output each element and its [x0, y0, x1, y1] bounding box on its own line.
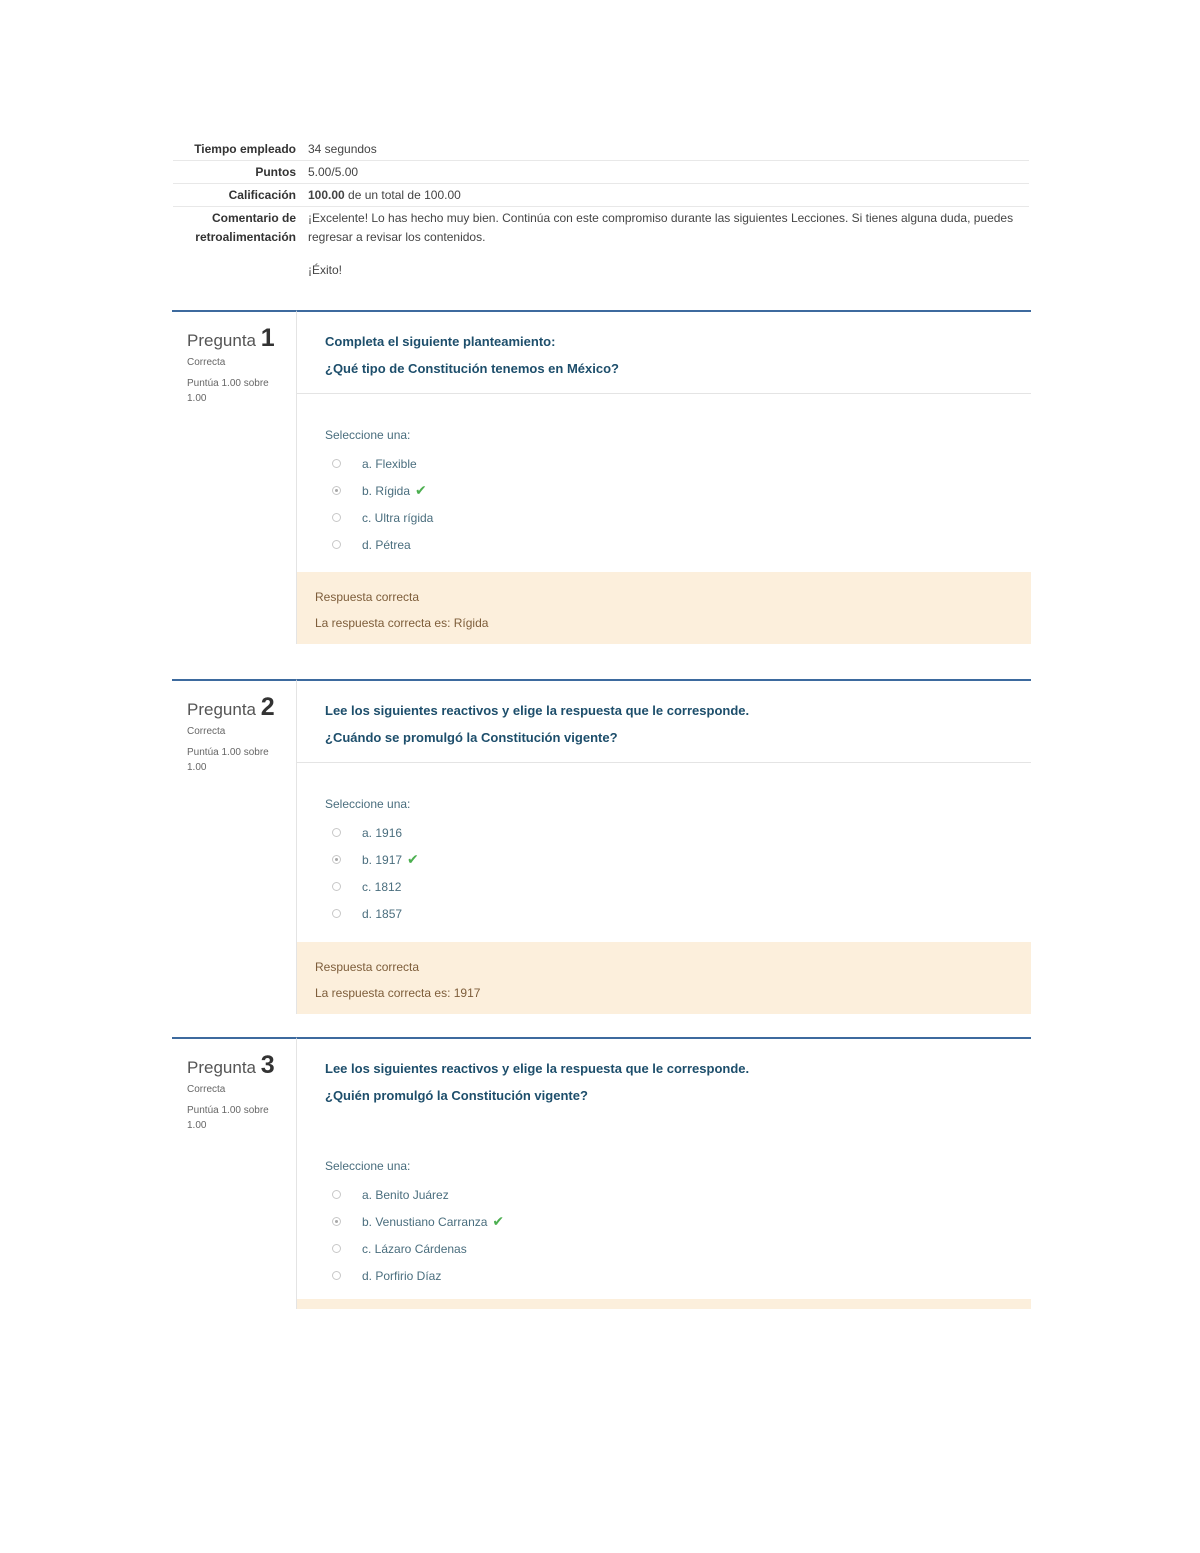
- option-label: c. Ultra rígida: [362, 510, 434, 525]
- select-one-label: Seleccione una:: [325, 797, 411, 811]
- question-1: [172, 310, 1031, 644]
- question-instruction: Completa el siguiente planteamiento:: [325, 334, 556, 349]
- radio-button[interactable]: [332, 1190, 341, 1199]
- question-instruction: Lee los siguientes reactivos y elige la respuesta que le corresponde.: [325, 703, 750, 718]
- question-state: Correcta: [187, 1084, 226, 1095]
- option-label: b. Venustiano Carranza: [362, 1214, 488, 1229]
- option-label: a. Benito Juárez: [362, 1187, 449, 1202]
- option-label: c. Lázaro Cárdenas: [362, 1241, 467, 1256]
- option-label: d. Pétrea: [362, 537, 411, 552]
- summary-value: 5.00/5.00: [308, 165, 359, 179]
- option-label: b. 1917: [362, 852, 403, 867]
- answer-feedback: [297, 942, 1031, 1014]
- check-icon: ✔: [407, 851, 419, 867]
- answer-block: [297, 1121, 1031, 1289]
- option-label: a. 1916: [362, 825, 403, 840]
- radio-button[interactable]: [332, 828, 341, 837]
- option-label: a. Flexible: [362, 456, 417, 471]
- option-label: d. 1857: [362, 906, 403, 921]
- check-icon: ✔: [492, 1213, 505, 1229]
- question-number: Pregunta 1: [187, 324, 275, 352]
- question-prompt: ¿Cuándo se promulgó la Constitución vigente?: [325, 730, 618, 745]
- option-label: d. Porfirio Díaz: [362, 1268, 442, 1283]
- summary-label: Puntos: [255, 165, 296, 179]
- answer-option-d[interactable]: [325, 1262, 1031, 1289]
- radio-button[interactable]: [332, 909, 341, 918]
- option-label: b. Rígida: [362, 483, 411, 498]
- radio-button[interactable]: [332, 1271, 341, 1280]
- answer-option-d[interactable]: [325, 531, 1031, 558]
- question-info: [172, 1037, 296, 1309]
- radio-button-selected[interactable]: [332, 855, 341, 864]
- radio-button[interactable]: [332, 1244, 341, 1253]
- feedback-comment: ¡Excelente! Lo has hecho muy bien. Continúa con este compromiso durante las siguientes Lecciones. Si tienes alguna duda, puedes regresar a revisar los contenidos.: [308, 211, 1014, 244]
- radio-button[interactable]: [332, 459, 341, 468]
- attempt-summary: [173, 138, 1029, 281]
- summary-row-time: [173, 138, 1029, 161]
- radio-button[interactable]: [332, 882, 341, 891]
- summary-label: Comentario de retroalimentación: [195, 211, 296, 244]
- answer-feedback: [297, 572, 1031, 644]
- answer-block: [297, 394, 1031, 558]
- summary-value: [308, 186, 1029, 205]
- question-state: Correcta: [187, 726, 226, 737]
- select-one-label: Seleccione una:: [325, 428, 411, 442]
- feedback-title: Respuesta correcta: [315, 960, 420, 974]
- question-text: [297, 681, 1031, 763]
- feedback-comment-closing: ¡Éxito!: [308, 263, 343, 277]
- summary-row-grade: [173, 184, 1029, 207]
- feedback-answer: La respuesta correcta es: Rígida: [315, 616, 489, 630]
- summary-label: Calificación: [228, 188, 296, 202]
- question-grade: Puntúa 1.00 sobre 1.00: [187, 378, 269, 404]
- answer-option-c[interactable]: [325, 504, 1031, 531]
- question-instruction: Lee los siguientes reactivos y elige la respuesta que le corresponde.: [325, 1061, 750, 1076]
- question-content: [296, 310, 1031, 644]
- summary-value: [308, 209, 1029, 280]
- summary-row-feedback: [173, 207, 1029, 281]
- radio-button[interactable]: [332, 540, 341, 549]
- select-one-label: Seleccione una:: [325, 1159, 411, 1173]
- question-text: [297, 1039, 1031, 1121]
- option-label: c. 1812: [362, 879, 402, 894]
- question-number: Pregunta 3: [187, 1051, 275, 1079]
- feedback-answer: La respuesta correcta es: 1917: [315, 986, 481, 1000]
- question-grade: Puntúa 1.00 sobre 1.00: [187, 747, 269, 773]
- question-number: Pregunta 2: [187, 693, 275, 721]
- question-state: Correcta: [187, 357, 226, 368]
- radio-button-selected[interactable]: [332, 486, 341, 495]
- radio-button-selected[interactable]: [332, 1217, 341, 1226]
- question-info: [172, 310, 296, 644]
- answer-block: [297, 763, 1031, 927]
- answer-option-c[interactable]: [325, 873, 1031, 900]
- question-grade: Puntúa 1.00 sobre 1.00: [187, 1105, 269, 1131]
- question-content: [296, 679, 1031, 1014]
- question-2: [172, 679, 1031, 1014]
- question-3: [172, 1037, 1031, 1309]
- check-icon: ✔: [415, 482, 427, 498]
- summary-label: Tiempo empleado: [194, 142, 296, 156]
- answer-option-c[interactable]: [325, 1235, 1031, 1262]
- question-prompt: ¿Qué tipo de Constitución tenemos en México?: [325, 361, 619, 376]
- summary-row-points: [173, 161, 1029, 184]
- answer-option-b[interactable]: [325, 477, 1031, 504]
- answer-option-a[interactable]: [325, 819, 1031, 846]
- question-content: [296, 1037, 1031, 1309]
- feedback-title: Respuesta correcta: [315, 590, 420, 604]
- grade-total: de un total de 100.00: [344, 188, 461, 202]
- answer-option-b[interactable]: [325, 1208, 1031, 1235]
- answer-feedback: [297, 1299, 1031, 1309]
- question-prompt: ¿Quién promulgó la Constitución vigente?: [325, 1088, 588, 1103]
- answer-option-b[interactable]: [325, 846, 1031, 873]
- radio-button[interactable]: [332, 513, 341, 522]
- answer-option-d[interactable]: [325, 900, 1031, 927]
- answer-option-a[interactable]: [325, 1181, 1031, 1208]
- question-info: [172, 679, 296, 1014]
- question-text: [297, 312, 1031, 394]
- answer-option-a[interactable]: [325, 450, 1031, 477]
- summary-value: 34 segundos: [308, 142, 377, 156]
- grade-score: 100.00: [308, 188, 345, 202]
